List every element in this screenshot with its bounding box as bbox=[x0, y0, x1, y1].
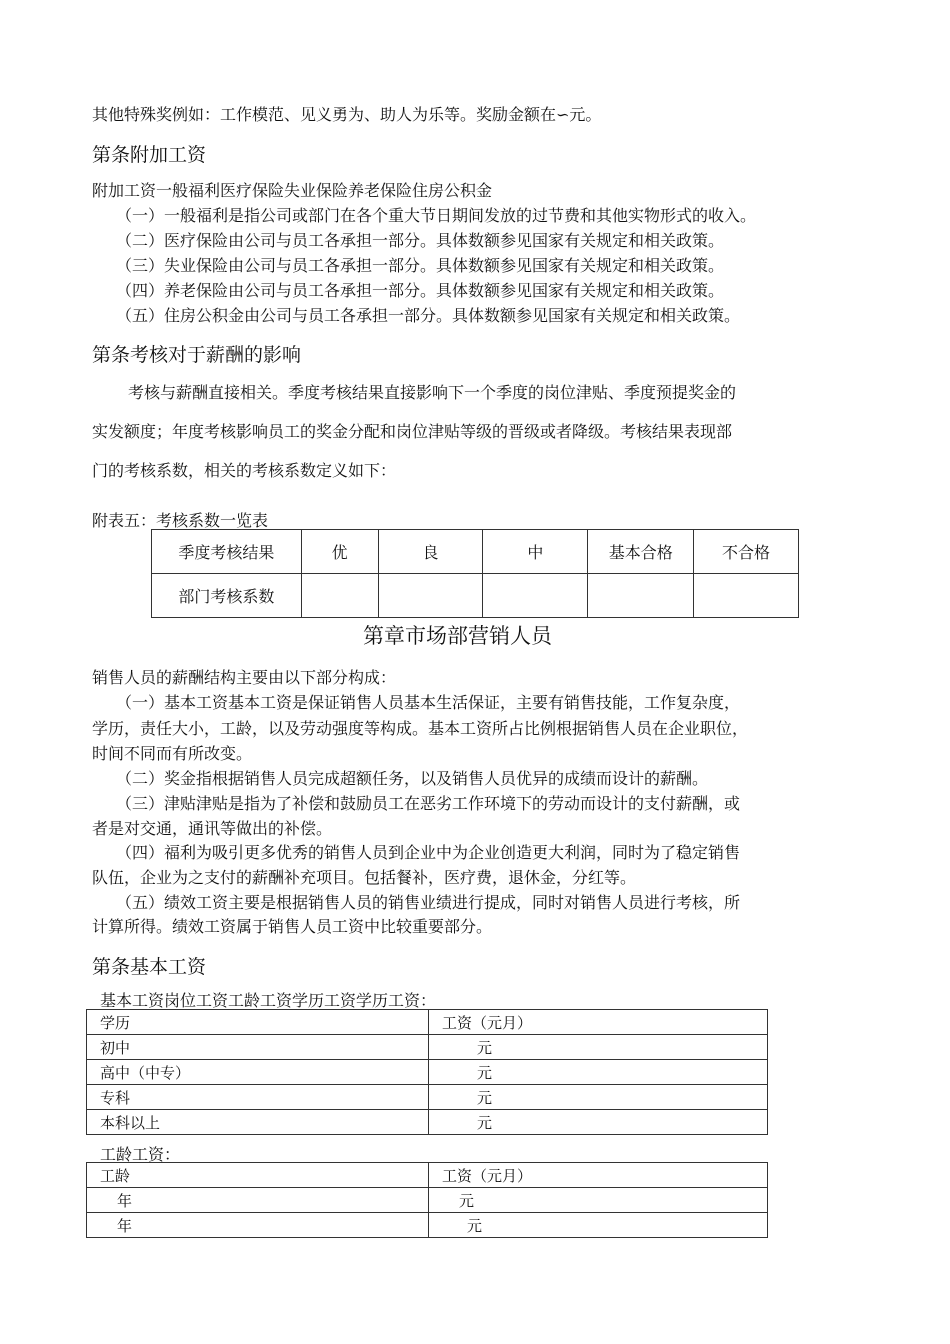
table-cell: 高中（中专） bbox=[87, 1060, 429, 1085]
table-cell bbox=[483, 574, 588, 618]
table-cell: 基本合格 bbox=[588, 530, 694, 574]
table-cell bbox=[588, 574, 694, 618]
list-item: （五）住房公积金由公司与员工各承担一部分。具体数额参见国家有关规定和相关政策。 bbox=[116, 306, 741, 325]
paragraph-line: 其他特殊奖例如：工作模范、见义勇为、助人为乐等。奖励金额在∽元。 bbox=[92, 105, 602, 124]
paragraph-line: 考核与薪酬直接相关。季度考核结果直接影响下一个季度的岗位津贴、季度预提奖金的 bbox=[128, 383, 737, 402]
table-row bbox=[87, 1188, 768, 1213]
table-cell: 元 bbox=[429, 1213, 768, 1238]
paragraph-line: 者是对交通，通讯等做出的补偿。 bbox=[92, 819, 333, 838]
table-cell: 元 bbox=[429, 1085, 768, 1110]
table-cell: 工资（元月） bbox=[429, 1010, 768, 1035]
paragraph-line: 销售人员的薪酬结构主要由以下部分构成： bbox=[92, 668, 397, 687]
table-cell: 年 bbox=[87, 1213, 429, 1238]
table-caption: 基本工资岗位工资工龄工资学历工资学历工资： bbox=[100, 991, 437, 1010]
education-salary-table bbox=[86, 1009, 768, 1135]
table-row bbox=[87, 1213, 768, 1238]
paragraph-line: 队伍，企业为之支付的薪酬补充项目。包括餐补，医疗费，退休金，分红等。 bbox=[92, 868, 637, 887]
table-cell: 工资（元月） bbox=[429, 1163, 768, 1188]
table-cell: 元 bbox=[429, 1060, 768, 1085]
table-header-row bbox=[87, 1163, 768, 1188]
list-item: （四）养老保险由公司与员工各承担一部分。具体数额参见国家有关规定和相关政策。 bbox=[116, 281, 725, 300]
section-heading: 第条基本工资 bbox=[92, 956, 207, 978]
table-cell: 季度考核结果 bbox=[152, 530, 302, 574]
list-item: （三）失业保险由公司与员工各承担一部分。具体数额参见国家有关规定和相关政策。 bbox=[116, 256, 725, 275]
table-cell: 良 bbox=[378, 530, 483, 574]
table-cell: 优 bbox=[301, 530, 378, 574]
paragraph-line: 实发额度；年度考核影响员工的奖金分配和岗位津贴等级的晋级或者降级。考核结果表现部 bbox=[92, 422, 733, 441]
list-item: （二）医疗保险由公司与员工各承担一部分。具体数额参见国家有关规定和相关政策。 bbox=[116, 231, 725, 250]
paragraph-line: 附加工资一般福利医疗保险失业保险养老保险住房公积金 bbox=[92, 181, 493, 200]
table-cell: 部门考核系数 bbox=[152, 574, 302, 618]
list-item: （三）津贴津贴是指为了补偿和鼓励员工在恶劣工作环境下的劳动而设计的支付薪酬，或 bbox=[116, 794, 741, 813]
list-item: （五）绩效工资主要是根据销售人员的销售业绩进行提成，同时对销售人员进行考核，所 bbox=[116, 893, 741, 912]
table-cell: 本科以上 bbox=[87, 1110, 429, 1135]
seniority-salary-table bbox=[86, 1162, 768, 1238]
table-cell: 专科 bbox=[87, 1085, 429, 1110]
paragraph-line: 计算所得。绩效工资属于销售人员工资中比较重要部分。 bbox=[92, 917, 493, 936]
table-header-row bbox=[87, 1010, 768, 1035]
table-cell: 元 bbox=[429, 1188, 768, 1213]
list-item: （二）奖金指根据销售人员完成超额任务，以及销售人员优异的成绩而设计的薪酬。 bbox=[116, 769, 709, 788]
list-item: （四）福利为吸引更多优秀的销售人员到企业中为企业创造更大利润，同时为了稳定销售 bbox=[116, 843, 741, 862]
table-cell bbox=[301, 574, 378, 618]
table-cell bbox=[694, 574, 799, 618]
table-caption: 附表五：考核系数一览表 bbox=[92, 511, 269, 530]
table-cell: 中 bbox=[483, 530, 588, 574]
table-cell: 元 bbox=[429, 1035, 768, 1060]
table-cell: 学历 bbox=[87, 1010, 429, 1035]
table-row bbox=[87, 1085, 768, 1110]
table-caption: 工龄工资： bbox=[100, 1145, 181, 1164]
table-cell bbox=[378, 574, 483, 618]
section-heading: 第条附加工资 bbox=[92, 144, 207, 166]
table-cell: 工龄 bbox=[87, 1163, 429, 1188]
list-item: （一）一般福利是指公司或部门在各个重大节日期间发放的过节费和其他实物形式的收入。 bbox=[116, 206, 757, 225]
table-cell: 年 bbox=[87, 1188, 429, 1213]
paragraph-line: 时间不同而有所改变。 bbox=[92, 744, 253, 763]
paragraph-line: 学历，责任大小，工龄，以及劳动强度等构成。基本工资所占比例根据销售人员在企业职位， bbox=[92, 719, 749, 738]
table-row bbox=[152, 574, 799, 618]
table-header-row bbox=[152, 530, 799, 574]
chapter-title: 第章市场部营销人员 bbox=[363, 624, 552, 648]
table-row bbox=[87, 1060, 768, 1085]
assessment-coefficient-table bbox=[151, 529, 799, 618]
section-heading: 第条考核对于薪酬的影响 bbox=[92, 344, 302, 366]
table-cell: 元 bbox=[429, 1110, 768, 1135]
table-row bbox=[87, 1035, 768, 1060]
paragraph-line: 门的考核系数，相关的考核系数定义如下： bbox=[92, 461, 397, 480]
table-cell: 不合格 bbox=[694, 530, 799, 574]
table-cell: 初中 bbox=[87, 1035, 429, 1060]
list-item: （一）基本工资基本工资是保证销售人员基本生活保证，主要有销售技能，工作复杂度， bbox=[116, 693, 741, 712]
table-row bbox=[87, 1110, 768, 1135]
